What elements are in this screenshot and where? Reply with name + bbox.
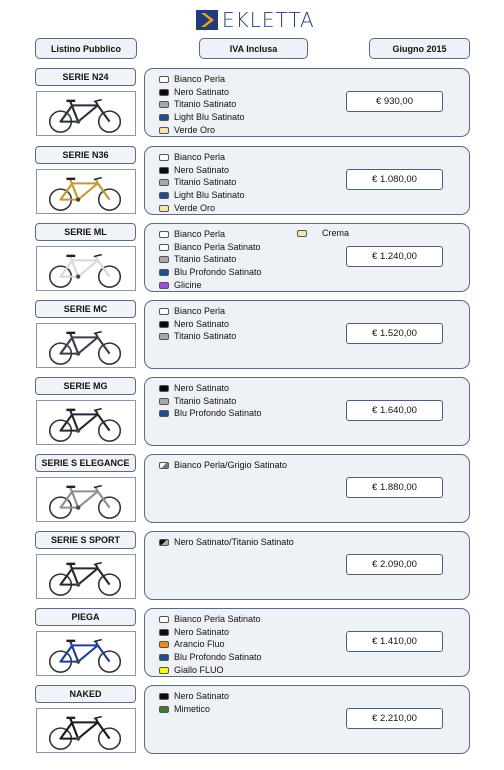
color-label: Blu Profondo Satinato	[174, 408, 262, 419]
color-label: Bianco Perla	[174, 306, 226, 316]
color-option-extra	[297, 228, 349, 238]
color-list	[159, 151, 245, 215]
color-option	[159, 638, 262, 651]
color-label: Glicine	[174, 279, 202, 290]
brand-chevron-icon	[196, 10, 218, 30]
model-name: SERIE N36	[35, 146, 136, 164]
color-swatch-icon	[159, 101, 169, 108]
color-label: Bianco Perla/Grigio Satinato	[174, 460, 288, 470]
color-label: Nero Satinato	[174, 318, 230, 329]
color-option	[159, 202, 245, 215]
color-label: Titanio Satinato	[174, 254, 237, 265]
color-swatch-icon	[159, 231, 169, 238]
color-swatch-icon	[159, 89, 169, 96]
color-swatch-icon	[159, 385, 169, 392]
color-label: Nero Satinato	[174, 691, 230, 701]
color-swatch-icon	[159, 667, 169, 674]
color-swatch-icon	[159, 333, 169, 340]
color-option	[159, 73, 245, 86]
color-swatch-icon	[159, 641, 169, 648]
brand-name: EKLETTA	[222, 8, 315, 32]
model-panel	[144, 685, 470, 754]
bike-photo	[36, 554, 136, 599]
color-label: Titanio Satinato	[174, 331, 237, 342]
color-list	[159, 536, 294, 549]
model-panel	[144, 608, 470, 677]
color-option	[159, 189, 245, 202]
color-swatch-icon	[159, 167, 169, 174]
color-swatch-icon	[159, 244, 169, 251]
color-swatch-icon	[159, 179, 169, 186]
color-swatch-icon	[159, 269, 169, 276]
color-label: Titanio Satinato	[174, 395, 237, 406]
color-option	[159, 86, 245, 99]
color-label: Mimetico	[174, 703, 211, 714]
model-name: SERIE S SPORT	[35, 531, 136, 549]
color-option	[159, 228, 262, 241]
model-name: SERIE MC	[35, 300, 136, 318]
color-label: Giallo FLUO	[174, 664, 224, 675]
color-swatch-icon	[159, 321, 169, 328]
color-list	[159, 228, 262, 292]
color-label: Bianco Perla	[174, 74, 226, 84]
color-list	[159, 459, 287, 472]
price-box: € 1.240,00	[346, 246, 443, 267]
color-swatch-icon	[159, 410, 169, 417]
color-label: Nero Satinato	[174, 86, 230, 97]
color-option	[159, 626, 262, 639]
color-swatch-icon	[159, 76, 169, 83]
color-swatch-icon	[159, 256, 169, 263]
color-option	[159, 266, 262, 279]
color-list	[159, 613, 262, 677]
color-option	[159, 459, 287, 472]
color-swatch-icon	[159, 539, 169, 546]
color-option	[159, 613, 262, 626]
color-swatch-icon	[159, 693, 169, 700]
color-swatch-icon	[159, 616, 169, 623]
color-label: Bianco Perla	[174, 229, 226, 239]
price-box: € 1.640,00	[346, 400, 443, 421]
model-name: SERIE S ELEGANCE	[35, 454, 136, 472]
color-option	[159, 176, 245, 189]
color-swatch-icon	[159, 462, 169, 469]
model-name: PIEGA	[35, 608, 136, 626]
model-name: SERIE ML	[35, 223, 136, 241]
color-label: Verde Oro	[174, 124, 216, 135]
color-list	[159, 305, 236, 343]
price-box: € 1.880,00	[346, 477, 443, 498]
model-panel	[144, 146, 470, 215]
color-option	[159, 279, 262, 292]
header-date: Giugno 2015	[369, 38, 470, 59]
model-panel	[144, 454, 470, 523]
color-option	[159, 664, 262, 677]
color-swatch-icon	[159, 308, 169, 315]
color-option	[159, 305, 236, 318]
color-list	[159, 382, 262, 420]
color-option	[159, 111, 245, 124]
color-label: Bianco Perla Satinato	[174, 614, 261, 624]
color-option	[159, 151, 245, 164]
model-name: SERIE N24	[35, 68, 136, 86]
color-label: Nero Satinato/Titanio Satinato	[174, 537, 294, 547]
color-option	[159, 690, 229, 703]
color-option	[159, 241, 262, 254]
bike-photo	[36, 91, 136, 136]
color-label: Bianco Perla Satinato	[174, 241, 261, 252]
color-label: Nero Satinato	[174, 383, 230, 393]
price-box: € 2.210,00	[346, 708, 443, 729]
bike-photo	[36, 323, 136, 368]
color-swatch-icon	[159, 192, 169, 199]
color-list	[159, 690, 229, 715]
model-name: SERIE MG	[35, 377, 136, 395]
color-swatch-icon	[159, 205, 169, 212]
color-swatch-icon	[159, 282, 169, 289]
color-option	[159, 98, 245, 111]
price-box: € 1.520,00	[346, 323, 443, 344]
color-option	[159, 395, 262, 408]
color-label: Nero Satinato	[174, 164, 230, 175]
color-option	[159, 536, 294, 549]
color-option	[159, 318, 236, 331]
color-option	[159, 703, 229, 716]
price-box: € 1.410,00	[346, 631, 443, 652]
color-option	[159, 330, 236, 343]
color-label: Bianco Perla	[174, 152, 226, 162]
model-panel	[144, 300, 470, 369]
bike-photo	[36, 631, 136, 676]
color-option	[159, 124, 245, 137]
color-option	[159, 164, 245, 177]
color-swatch-icon	[159, 654, 169, 661]
price-box: € 930,00	[346, 91, 443, 112]
color-swatch-icon	[159, 114, 169, 121]
color-label: Crema	[322, 228, 350, 238]
color-label: Light Blu Satinato	[174, 190, 245, 201]
color-swatch-icon	[159, 706, 169, 713]
color-swatch-icon	[159, 398, 169, 405]
color-label: Titanio Satinato	[174, 99, 237, 110]
color-list	[159, 73, 245, 137]
color-option	[159, 253, 262, 266]
color-option	[159, 651, 262, 664]
bike-photo	[36, 246, 136, 291]
color-swatch-icon	[297, 230, 307, 237]
color-label: Titanio Satinato	[174, 177, 237, 188]
bike-photo	[36, 708, 136, 753]
brand-logo	[196, 8, 315, 32]
header-listino: Listino Pubblico	[35, 38, 137, 59]
color-label: Nero Satinato	[174, 626, 230, 637]
color-label: Verde Oro	[174, 202, 216, 213]
color-label: Blu Profondo Satinato	[174, 652, 262, 663]
price-box: € 2.090,00	[346, 554, 443, 575]
price-box: € 1.080,00	[346, 169, 443, 190]
color-label: Arancio Fluo	[174, 639, 225, 650]
color-swatch-icon	[159, 127, 169, 134]
header-iva: IVA Inclusa	[199, 38, 308, 59]
model-panel	[144, 223, 470, 292]
model-panel	[144, 377, 470, 446]
color-option	[159, 407, 262, 420]
model-name: NAKED	[35, 685, 136, 703]
color-label: Blu Profondo Satinato	[174, 267, 262, 278]
color-option	[159, 382, 262, 395]
color-swatch-icon	[159, 629, 169, 636]
bike-photo	[36, 169, 136, 214]
model-panel	[144, 531, 470, 600]
bike-photo	[36, 400, 136, 445]
color-swatch-icon	[159, 154, 169, 161]
color-label: Light Blu Satinato	[174, 112, 245, 123]
model-panel	[144, 68, 470, 137]
bike-photo	[36, 477, 136, 522]
